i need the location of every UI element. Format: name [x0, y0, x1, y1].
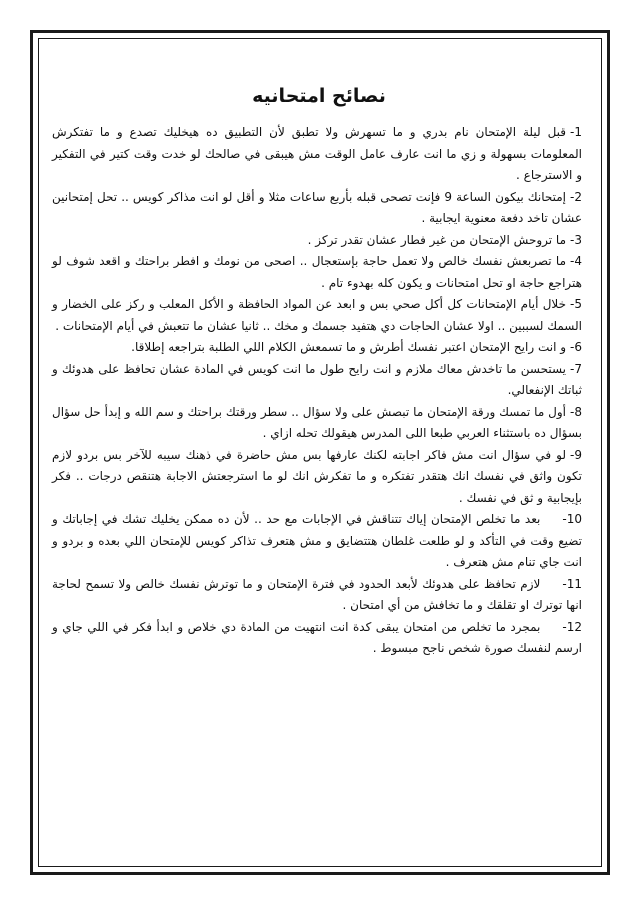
tip-item [52, 509, 582, 574]
tip-text: و انت رايح الإمتحان اعتبر نفسك أطرش و ما تسمعش الكلام اللي الطلبة بتراجعه إطلاقا. [131, 340, 567, 354]
tip-number: 6- [570, 340, 582, 354]
tip-number: 11- [562, 576, 582, 591]
tip-text: بمجرد ما تخلص من امتحان يبقى كدة انت انتهيت من المادة دي خلاص و ابدأ فكر في اللي جاي و ارسم لنفسك صورة شخص ناجح مبسوط . [52, 619, 582, 655]
tip-number: 5- [570, 297, 582, 311]
tip-text: يستحسن ما تاخدش معاك ملازم و انت رايح طول ما انت كويس في المادة عشان تحافظ على هدوئك و ثباتك الإنفعالي. [52, 361, 582, 397]
tip-item [52, 617, 582, 660]
tip-number: 7- [570, 361, 582, 376]
tip-text: قبل ليلة الإمتحان نام بدري و ما تسهرش ولا تطبق لأن التطبيق ده هيخليك تصدع و ما تفتكرش المعلومات بسهولة و زي ما انت عارف عامل الوقت مش هيبقى في صالحك لو خدت وقت كتير في التفكير و الاسترجاع . [52, 125, 582, 182]
tip-number: 9- [570, 447, 582, 462]
tip-item [52, 187, 582, 230]
tips-list [52, 122, 582, 660]
tip-item [52, 294, 582, 337]
tip-number: 1- [570, 125, 582, 139]
tip-text: لو في سؤال انت مش فاكر اجابته لكنك عارفها بس مش حاضرة في ذهنك سيبه للآخر بس بردو لازم تكون واثق في نفسك انك هتقدر تفتكره و ما تفكرش انك لو ما استرجعتش الاجابة هتنقص درجات .. فكر بإيجابية و ثق في نفسك . [52, 447, 582, 505]
tip-item [52, 122, 582, 187]
tip-item [52, 230, 582, 252]
tip-number: 12- [562, 619, 582, 634]
tip-text: لازم تحافظ على هدوئك لأبعد الحدود في فترة الإمتحان و ما توترش نفسك خالص ولا تسمح لحاجة انها توترك او تقلقك و ما تخافش من أي امتحان . [52, 576, 582, 612]
tip-number: 10- [562, 512, 582, 526]
tip-text: ما تروحش الإمتحان من غير فطار عشان تقدر تركز . [307, 232, 567, 247]
document-title: نصائح امتحانيه [252, 85, 386, 107]
tip-number: 2- [570, 189, 582, 204]
tip-text: أول ما تمسك ورقة الإمتحان ما تبصش على ولا سؤال .. سطر ورقتك براحتك و سم الله و إبدأ حل سؤال بسؤال ده باستثناء العربي طبعا اللى المدرس هيقولك تحله ازاي . [52, 404, 582, 440]
tip-number: 3- [570, 232, 582, 247]
tip-text: بعد ما تخلص الإمتحان إياك تتناقش في الإجابات مع حد .. لأن ده ممكن يخليك تشك في إجاباتك و تضيع وقت في التأكد و لو طلعت غلطان هتتضايق و مش هتعرف تذاكر كويس للإمتحان اللي بعده و بردو و انت جاي تنام مش هتعرف . [52, 512, 582, 569]
tip-item [52, 574, 582, 617]
tip-number: 4- [570, 254, 582, 268]
tip-item [52, 359, 582, 402]
tip-text: إمتحانك بيكون الساعة 9 فإنت تصحى قبله بأربع ساعات مثلا و أقل لو انت مذاكر كويس .. تحل إمتحانين عشان تاخد دفعة معنوية ايجابية . [52, 189, 582, 225]
tip-number: 8- [570, 404, 582, 419]
tip-item [52, 337, 582, 359]
tip-text: ما تصربعش نفسك خالص ولا تعمل حاجة بإستعجال .. اصحى من نومك و افطر براحتك و اقعد شوف لو هتراجع حاجة او تحل امتحانات و يكون كله بهدوء تام . [52, 254, 582, 290]
tip-text: خلال أيام الإمتحانات كل أكل صحي بس و ابعد عن المواد الحافظة و الأكل المعلب و ركز على الخضار و السمك لسببين .. اولا عشان الحاجات دي هتفيد جسمك و مخك .. ثانيا عشان ما تتعبش في أيام الإمتحانات . [52, 297, 582, 333]
tip-item [52, 445, 582, 510]
tip-item [52, 402, 582, 445]
tip-item [52, 251, 582, 294]
